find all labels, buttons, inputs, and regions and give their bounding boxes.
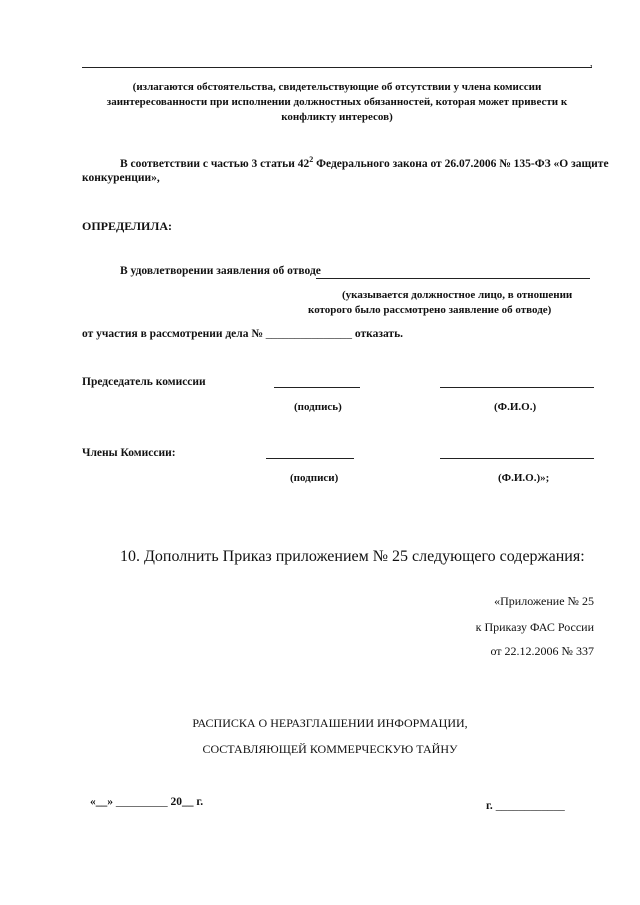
case-number-blank: _______________ [265, 328, 353, 340]
month-blank: _________ [115, 796, 168, 808]
members-name-line [440, 458, 594, 459]
members-name-caption: (Ф.И.О.)»; [498, 472, 550, 484]
day-blank: __ [95, 796, 108, 808]
top-rule-tick: , [590, 58, 593, 69]
chairman-signature-line [274, 387, 360, 388]
members-label: Члены Комиссии: [82, 447, 176, 459]
chairman-label: Председатель комиссии [82, 376, 206, 388]
basis-text-pre: В соответствии с частью 3 статьи 42 [120, 157, 310, 170]
refuse-text-pre: от участия в рассмотрении дела № [82, 328, 263, 340]
satisfy-text: В удовлетворении заявления об отводе [120, 265, 321, 277]
date-line [90, 796, 203, 808]
chairman-name-caption: (Ф.И.О.) [494, 401, 537, 413]
basis-line-1 [120, 155, 609, 170]
top-note-line-2: заинтересованности при исполнении должностных обязанностей, которая может привести к [106, 96, 568, 108]
satisfy-note-line-2: которого было рассмотрено заявление об отводе) [308, 304, 552, 316]
appendix-line-2: к Приказу ФАС России [475, 620, 594, 634]
basis-line-2: конкуренции», [82, 172, 160, 184]
date-open-quote: « [90, 796, 96, 808]
date-close-quote: » [107, 796, 113, 808]
decided-heading: ОПРЕДЕЛИЛА: [82, 219, 172, 233]
top-note-line-1: (излагаются обстоятельства, свидетельствующие об отсутствии у члена комиссии [132, 81, 542, 93]
appendix-line-3: от 22.12.2006 № 337 [490, 644, 594, 658]
receipt-title-line-2: СОСТАВЛЯЮЩЕЙ КОММЕРЧЕСКУЮ ТАЙНУ [202, 742, 458, 756]
year-suffix: г. [196, 796, 204, 808]
chairman-name-line [440, 387, 594, 388]
basis-text-post: Федерального закона от 26.07.2006 № 135-ФЗ «О защите [313, 157, 609, 170]
appendix-line-1: «Приложение № 25 [494, 594, 594, 608]
top-note-line-3: конфликту интересов) [281, 111, 393, 123]
city-blank: ____________ [495, 800, 565, 812]
satisfy-blank-line [316, 278, 590, 279]
chairman-signature-caption: (подпись) [294, 401, 342, 413]
satisfy-note-line-1: (указывается должностное лицо, в отношении [342, 289, 573, 301]
city-line [486, 800, 565, 812]
year-blank: __ [182, 796, 194, 808]
receipt-title-line-1: РАСПИСКА О НЕРАЗГЛАШЕНИИ ИНФОРМАЦИИ, [192, 716, 468, 730]
basis-superscript: 2 [309, 155, 314, 164]
members-signature-caption: (подписи) [290, 472, 339, 484]
item-10-heading: 10. Дополнить Приказ приложением № 25 следующего содержания: [120, 548, 585, 565]
top-underline [82, 67, 592, 68]
members-signature-line [266, 458, 354, 459]
city-prefix: г. [486, 800, 493, 812]
refuse-text-post: отказать. [354, 328, 404, 340]
year-prefix: 20 [170, 796, 182, 808]
refuse-line [82, 328, 403, 340]
